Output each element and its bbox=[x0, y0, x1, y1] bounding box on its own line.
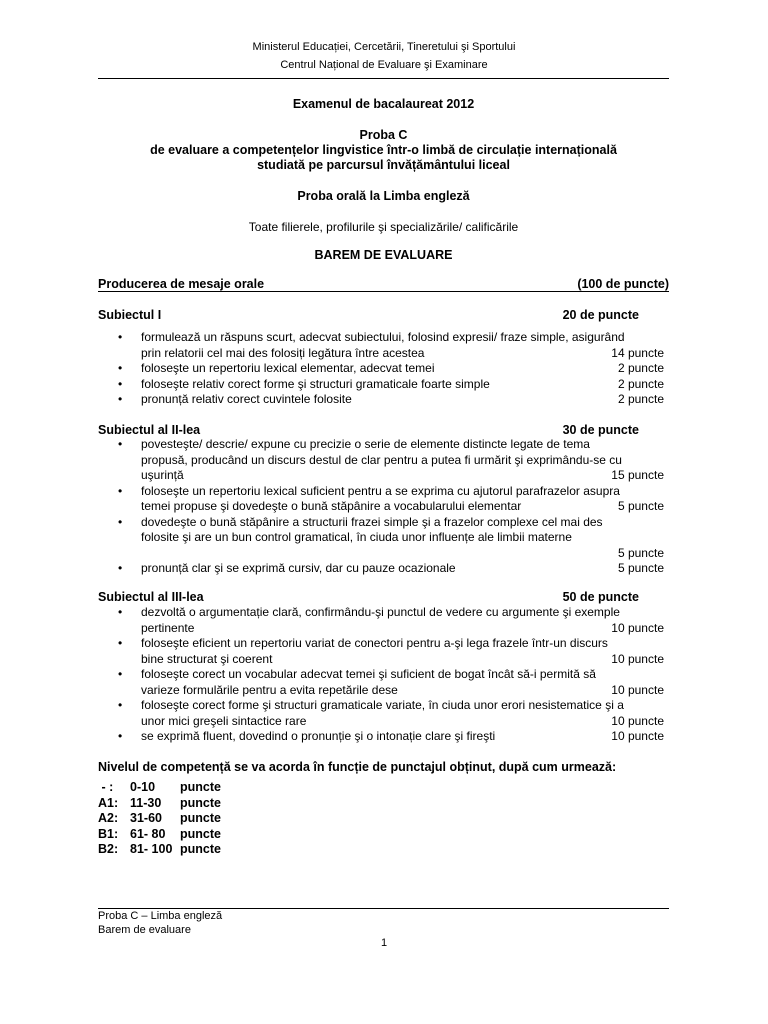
list-item: • foloseşte un repertoriu lexical suficient pentru a se exprima cu ajutorul parafrazelor asupra 5 puncte temei propuse şi dovedeşte o bună stăpânire a vocabularului elementar bbox=[116, 484, 664, 515]
subject-1-name: Subiectul I bbox=[98, 308, 162, 322]
center-header: Centrul Național de Evaluare şi Examinare bbox=[280, 59, 488, 71]
footer-line-1: Proba C – Limba engleză bbox=[98, 910, 223, 922]
proba-description-1: de evaluare a competențelor lingvistice într-o limbă de circulație internațională bbox=[150, 143, 617, 157]
subject-3-points: 50 de puncte bbox=[562, 590, 639, 604]
subject-2-heading bbox=[98, 423, 669, 437]
exam-title: Examenul de bacalaureat 2012 bbox=[292, 97, 475, 111]
subject-2-list bbox=[116, 437, 664, 577]
level-row: A1: 11-30 puncte bbox=[98, 795, 221, 810]
list-item: • formulează un răspuns scurt, adecvat subiectului, folosind expresii/ fraze simple, asigurând 14 puncte prin relatorii cel mai des folosiți legătura între acestea bbox=[116, 330, 664, 361]
barem-title: BAREM DE EVALUARE bbox=[314, 248, 453, 262]
footer-divider bbox=[98, 908, 669, 909]
level-row: B1: 61- 80 puncte bbox=[98, 826, 221, 841]
oral-title: Proba orală la Limba engleză bbox=[297, 189, 470, 203]
list-item: • povesteşte/ descrie/ expune cu precizie o serie de elemente distincte legate de tema propusă, producând un discurs destul de clar pentru a putea fi urmărit şi exprimându-se cu 15 puncte uşurință bbox=[116, 437, 664, 484]
subject-1-heading bbox=[98, 308, 669, 322]
list-item: • 2 puncte pronunță relativ corect cuvintele folosite bbox=[116, 392, 664, 408]
filiere-line: Toate filierele, profilurile şi specializările/ calificările bbox=[248, 220, 519, 234]
subject-1-list bbox=[116, 330, 664, 408]
proba-title: Proba C bbox=[359, 128, 408, 142]
list-item: • dezvoltă o argumentație clară, confirmându-şi punctul de vedere cu argumente şi exemple 10 puncte pertinente bbox=[116, 605, 664, 636]
list-item: • foloseşte eficient un repertoriu variat de conectori pentru a-şi lega frazele într-un discurs 10 puncte bine structurat şi coerent bbox=[116, 636, 664, 667]
producere-row bbox=[98, 277, 669, 291]
producere-underline bbox=[98, 291, 669, 292]
subject-1-points: 20 de puncte bbox=[562, 308, 639, 322]
subject-2-name: Subiectul al II-lea bbox=[98, 423, 201, 437]
footer-line-2: Barem de evaluare bbox=[98, 924, 191, 936]
list-item: • foloseşte corect un vocabular adecvat temei şi suficient de bogat încât să-i permită să 10 puncte varieze formulările pentru a evita repetările dese bbox=[116, 667, 664, 698]
list-item: • 5 puncte pronunță clar şi se exprimă cursiv, dar cu pauze ocazionale bbox=[116, 561, 664, 577]
producere-label: Producerea de mesaje orale bbox=[98, 277, 265, 291]
list-item: • dovedeşte o bună stăpânire a structurii frazei simple şi a frazelor complexe cel mai des folosite şi are un bun control gramatical, în ciuda unor influențe ale limbii materne 5 puncte bbox=[116, 515, 664, 562]
producere-points: (100 de puncte) bbox=[577, 277, 669, 291]
level-row: A2: 31-60 puncte bbox=[98, 811, 221, 825]
list-item: • 10 puncte se exprimă fluent, dovedind o pronunție şi o intonație clare şi fireşti bbox=[116, 729, 664, 745]
proba-description-2: studiată pe parcursul învățământului liceal bbox=[257, 158, 510, 172]
list-item: • 2 puncte foloseşte un repertoriu lexical elementar, adecvat temei bbox=[116, 361, 664, 377]
subject-3-name: Subiectul al III-lea bbox=[98, 590, 204, 604]
levels-intro: Nivelul de competență se va acorda în funcție de punctajul obținut, după cum urmează: bbox=[98, 760, 617, 774]
subject-2-points: 30 de puncte bbox=[562, 423, 639, 437]
subject-3-list bbox=[116, 605, 664, 745]
list-item: • 2 puncte foloseşte relativ corect forme şi structuri gramaticale foarte simple bbox=[116, 377, 664, 393]
level-row: B2: 81- 100 puncte bbox=[98, 842, 221, 856]
page-number: 1 bbox=[380, 937, 388, 949]
header-divider bbox=[98, 78, 669, 79]
subject-3-heading bbox=[98, 590, 669, 604]
list-item: • foloseşte corect forme şi structuri gramaticale variate, în ciuda unor erori nesistematice şi a 10 puncte unor mici greşeli sintactice rare bbox=[116, 698, 664, 729]
level-row: - : 0-10 puncte bbox=[98, 780, 221, 794]
ministry-header: Ministerul Educației, Cercetării, Tineretului şi Sportului bbox=[252, 41, 516, 53]
levels-table bbox=[98, 780, 221, 858]
